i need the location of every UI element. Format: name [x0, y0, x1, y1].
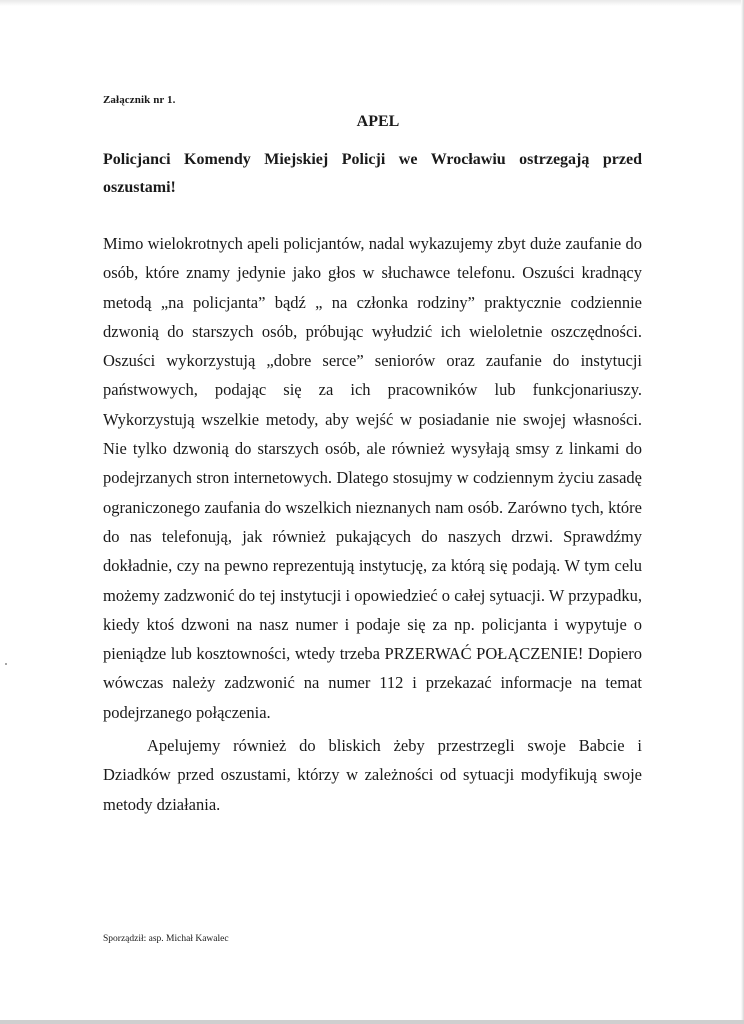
scan-edge-top	[0, 0, 744, 6]
scan-edge-bottom	[0, 1020, 744, 1024]
body-paragraph-1: Mimo wielokrotnych apeli policjantów, nadal wykazujemy zbyt duże zaufanie do osób, które znamy jedynie jako głos w słuchawce telefonu. Oszuści kradnący metodą „na policjanta” bądź „ na członka rodziny” praktycznie codziennie dzwonią do starszych osób, próbując wyłudzić ich wieloletnie oszczędności. Oszuści wykorzystują „dobre serce” seniorów oraz zaufanie do instytucji państwowych, podając się za ich pracowników lub funkcjonariuszy. Wykorzystują wszelkie metody, aby wejść w posiadanie nie swojej własności. Nie tylko dzwonią do starszych osób, ale również wysyłają smsy z linkami do podejrzanych stron internetowych. Dlatego stosujmy w codziennym życiu zasadę ograniczonego zaufania do wszelkich nieznanych nam osób. Zarówno tych, które do nas telefonują, jak również pukających do naszych drzwi. Sprawdźmy dokładnie, czy na pewno reprezentują instytucję, za którą się podają. W tym celu możemy zadzwonić do tej instytucji i opowiedzieć o całej sytuacji. W przypadku, kiedy ktoś dzwoni na nasz numer i podaje się za np. policjanta i wypytuje o pieniądze lub kosztowności, wtedy trzeba PRZERWAĆ POŁĄCZENIE! Dopiero wówczas należy zadzwonić na numer 112 i przekazać informacje na temat podejrzanego połączenia.	[103, 234, 642, 722]
document-subtitle: Policjanci Komendy Miejskiej Policji we Wrocławiu ostrzegają przed oszustami!	[103, 151, 642, 196]
scan-artifact-dot	[5, 663, 7, 665]
body-paragraph-2: Apelujemy również do bliskich żeby przestrzegli swoje Babcie i Dziadków przed oszustami, którzy w zależności od sytuacji modyfikują swoje metody działania.	[103, 736, 642, 814]
author-footer: Sporządził: asp. Michał Kawalec	[103, 934, 229, 944]
document-title: APEL	[356, 113, 400, 130]
attachment-label: Załącznik nr 1.	[103, 94, 176, 106]
document-body	[103, 229, 642, 819]
